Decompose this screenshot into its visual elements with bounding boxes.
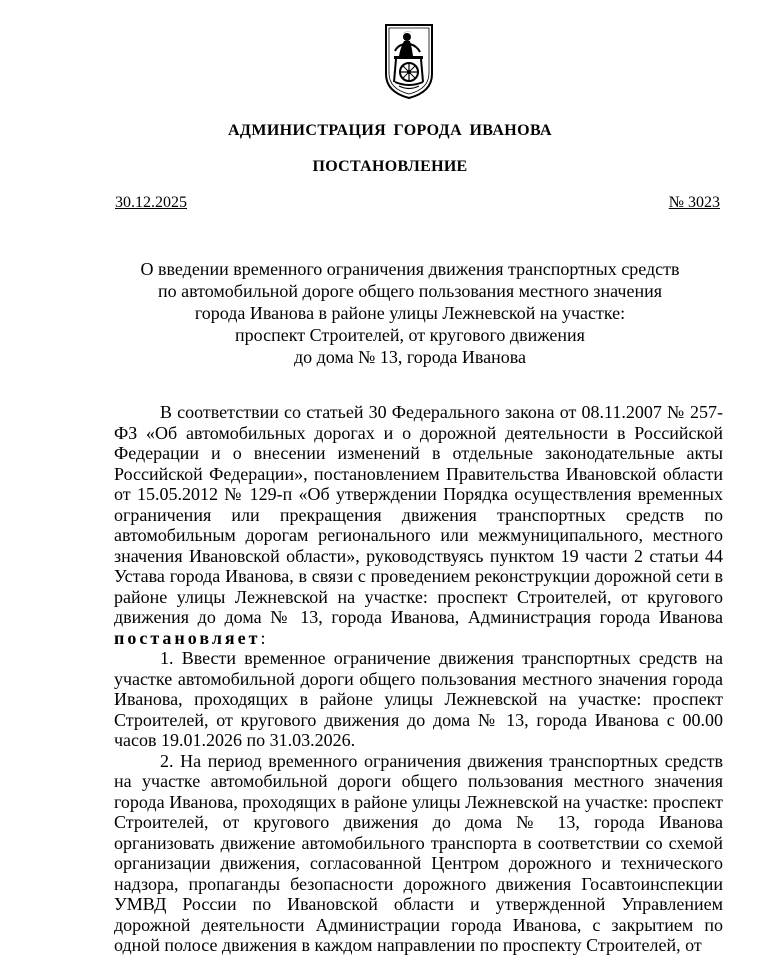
document-type-heading: ПОСТАНОВЛЕНИЕ — [312, 158, 468, 175]
preamble-paragraph — [114, 402, 723, 648]
decree-item-1: 1. Ввести временное ограничение движения транспортных средств на участке автомобильной дороги общего пользования местного значения города Иванова, проходящих в районе улицы Лежневской на участке: проспект Строителей, от кругового движения до дома № 13, города Иванова с 00.00 часов 19.01.2026 по 31.03.2026. — [114, 648, 723, 750]
decree-word: постановляет — [114, 627, 261, 648]
organization-title: АДМИНИСТРАЦИЯ ГОРОДА ИВАНОВА — [227, 122, 553, 139]
subject-line: проспект Строителей, от кругового движения — [235, 325, 585, 345]
document-number: № 3023 — [668, 194, 720, 211]
subject-line: города Иванова в районе улицы Лежневской на участке: — [194, 303, 626, 323]
decree-item-2: 2. На период временного ограничения движения транспортных средств на участке автомобильной дороги общего пользования местного значения города Иванова, проходящих в районе улицы Лежневской на участке: проспект Строителей, от кругового движения до дома № 13, города Иванова организовать движение автомобильного транспорта в соответствии со схемой организации движения, согласованной Центром дорожного и технического надзора, пропаганды безопасности дорожного движения Госавтоинспекции УМВД России по Ивановской области и утвержденной Управлением дорожной деятельности Администрации города Иванова, с закрытием по одной полосе движения в каждом направлении по проспекту Строителей, от — [114, 750, 723, 955]
document-date: 30.12.2025 — [115, 194, 187, 211]
subject-line: по автомобильной дороге общего пользования местного значения — [157, 281, 663, 301]
preamble-text: В соответствии со статьей 30 Федерального закона от 08.11.2007 № 257-ФЗ «Об автомобильных дорогах и о дорожной деятельности в Российской Федерации и о внесении изменений в отдельные законодательные акты Российской Федерации», постановлением Правительства Ивановской области от 15.05.2012 № 129-п «Об утверждении Порядка осуществления временных ограничения или прекращения движения транспортных средств по автомобильным дорогам регионального или межмуниципального, местного значения Ивановской области», руководствуясь пунктом 19 части 2 статьи 44 Устава города Иванова, в связи с проведением реконструкции дорожной сети в районе улицы Лежневской на участке: проспект Строителей, от кругового движения до дома № 13, города Иванова, Администрация города Иванова — [114, 402, 723, 627]
subject-line: О введении временного ограничения движения транспортных средств — [140, 259, 680, 279]
subject-line: до дома № 13, города Иванова — [293, 347, 527, 367]
document-subject — [100, 258, 720, 368]
document-body — [114, 402, 723, 956]
city-coat-of-arms-emblem — [383, 22, 435, 100]
decree-colon: : — [260, 627, 266, 648]
